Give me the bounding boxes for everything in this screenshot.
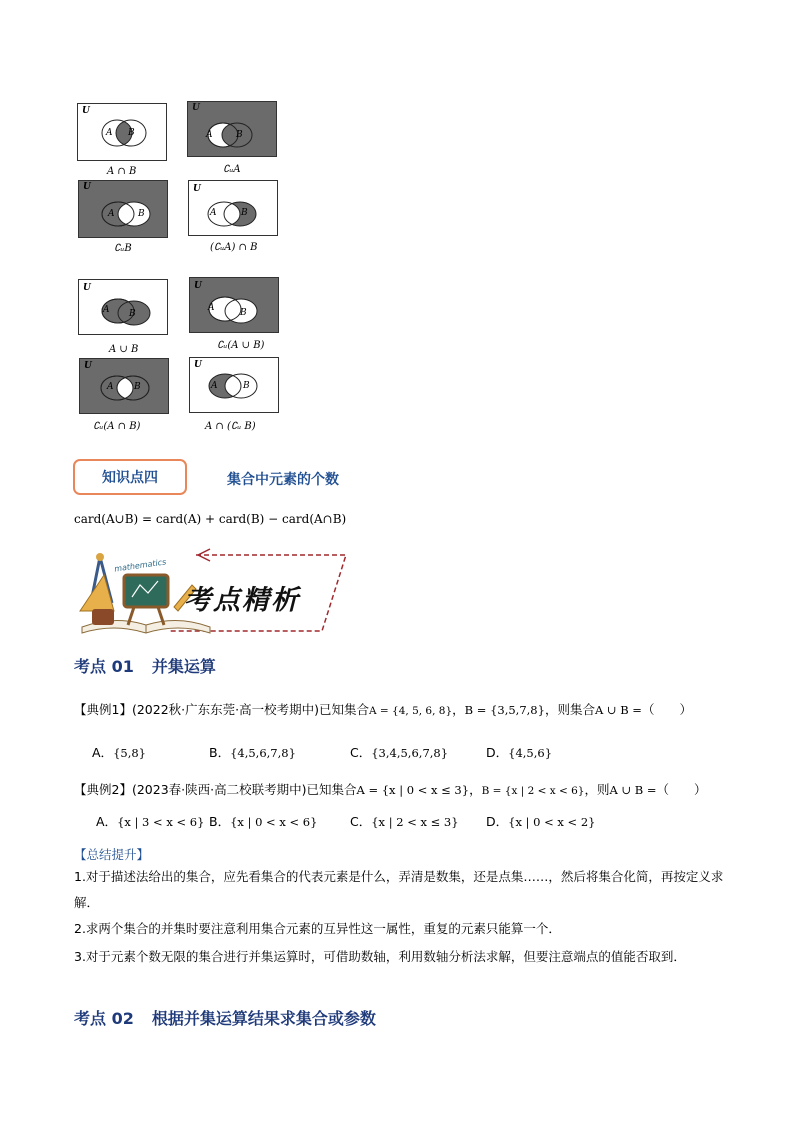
section-number: 考点 01 [74, 657, 134, 676]
set-a-expr: A = {4, 5, 6, 8} [368, 705, 453, 717]
option-a[interactable] [92, 743, 146, 761]
venn-u-label: U [82, 106, 90, 116]
stem-text: 已知集合 [306, 782, 357, 797]
venn-a-label: A [211, 381, 218, 391]
stem-separator: ， [452, 702, 465, 717]
venn-caption: ∁ᵤ(A ∪ B) [217, 340, 265, 351]
venn-b-label: B [240, 308, 247, 318]
venn-u-label: U [83, 283, 91, 293]
option-value: {x | 3 < x < 6} [117, 815, 205, 829]
venn-a-label: A [103, 305, 110, 315]
option-value: {3,4,5,6,7,8} [371, 746, 449, 760]
summary-item-1: 1.对于描述法给出的集合，应先看集合的代表元素是什么，弄清是数集，还是点集……，然后将集合化简，再按定义求解． [74, 869, 724, 910]
section-title: 根据并集运算结果求集合或参数 [151, 1009, 376, 1028]
venn-b-label: B [236, 130, 243, 140]
option-letter: C． [350, 814, 372, 829]
venn-caption: A ∩ (∁ᵤ B) [205, 421, 256, 432]
card-formula: card(A∪B) = card(A) + card(B) − card(A∩B) [74, 512, 347, 526]
venn-u-label: U [84, 361, 92, 371]
option-letter: B． [209, 745, 231, 760]
target-expr: A ∪ B = [609, 783, 657, 797]
option-letter: A． [92, 745, 114, 760]
venn-caption: A ∩ B [107, 166, 137, 177]
answer-paren: （ ） [641, 702, 692, 717]
venn-a-label: A [106, 128, 113, 138]
venn-caption: (∁ᵤA) ∩ B [210, 242, 258, 253]
option-value: {4,5,6} [508, 746, 553, 760]
example-source: (2023春·陕西·高二校联考期中) [131, 782, 307, 797]
example-tag: 【典例2】 [74, 782, 132, 797]
venn-caption: ∁ᵤ(A ∩ B) [93, 421, 141, 432]
option-value: {5,8} [113, 746, 146, 760]
option-a[interactable] [96, 812, 204, 830]
knowledge-point-label: 知识点四 [102, 470, 158, 486]
knowledge-point-title: 集合中元素的个数 [227, 472, 339, 488]
venn-a-label: A [108, 209, 115, 219]
option-value: {x | 0 < x < 6} [230, 815, 318, 829]
option-value: {x | 0 < x < 2} [508, 815, 596, 829]
venn-comp-a [187, 101, 277, 157]
venn-caption: ∁ᵤA [223, 164, 241, 175]
option-b[interactable] [209, 743, 296, 761]
stem-separator: ， [469, 782, 482, 797]
venn-comp-aub [189, 277, 279, 333]
venn-b-label: B [129, 309, 136, 319]
venn-a-cup-b [78, 279, 168, 335]
option-value: {x | 2 < x ≤ 3} [371, 815, 459, 829]
venn-u-label: U [192, 103, 200, 113]
banner [74, 545, 354, 637]
banner-title: 考点精析 [184, 585, 300, 616]
option-c[interactable] [350, 743, 448, 761]
venn-u-label: U [194, 281, 202, 291]
option-d[interactable] [486, 812, 595, 830]
set-b-expr: B = {3,5,7,8} [464, 703, 545, 717]
venn-u-label: U [193, 184, 201, 194]
answer-paren: （ ） [656, 782, 707, 797]
banner-badge-word: mathematics [113, 557, 167, 574]
venn-a-label: A [210, 208, 217, 218]
option-letter: A． [96, 814, 118, 829]
set-b-expr: B = {x | 2 < x < 6} [481, 785, 585, 797]
option-c[interactable] [350, 812, 459, 830]
option-letter: D． [486, 814, 509, 829]
venn-a-label: A [208, 303, 215, 313]
venn-a-label: A [206, 130, 213, 140]
venn-comp-b [78, 180, 168, 238]
target-expr: A ∪ B = [594, 703, 642, 717]
venn-b-label: B [128, 128, 135, 138]
venn-caption: A ∪ B [109, 344, 139, 355]
option-b[interactable] [209, 812, 317, 830]
venn-a-cap-b [77, 103, 167, 161]
example-1-stem [74, 700, 692, 718]
knowledge-point-box [73, 459, 187, 495]
example-2-stem [74, 780, 707, 798]
stem-text: ，则 [584, 782, 610, 797]
set-a-expr: A = {x | 0 < x ≤ 3} [356, 783, 470, 797]
option-d[interactable] [486, 743, 552, 761]
venn-comp-anb [79, 358, 169, 414]
venn-compa-cap-b [188, 180, 278, 236]
option-letter: B． [209, 814, 231, 829]
example-tag: 【典例1】 [74, 702, 132, 717]
summary-title: 【总结提升】 [74, 847, 150, 862]
stem-text: ，则集合 [544, 702, 595, 717]
venn-caption: ∁ᵤB [114, 243, 132, 254]
section-number: 考点 02 [74, 1009, 134, 1028]
venn-b-label: B [243, 381, 250, 391]
section-title: 并集运算 [151, 657, 216, 676]
example-source: (2022秋·广东东莞·高一校考期中) [131, 702, 319, 717]
summary-item-2: 2.求两个集合的并集时要注意利用集合元素的互异性这一属性，重复的元素只能算一个． [74, 921, 561, 936]
venn-u-label: U [83, 182, 91, 192]
option-value: {4,5,6,7,8} [230, 746, 296, 760]
summary-item-3: 3.对于元素个数无限的集合进行并集运算时，可借助数轴，利用数轴分析法求解，但要注意端点的值能否取到． [74, 949, 686, 964]
section-heading-02 [74, 1006, 376, 1029]
venn-b-label: B [138, 209, 145, 219]
venn-b-label: B [134, 382, 141, 392]
option-letter: D． [486, 745, 509, 760]
venn-a-label: A [107, 382, 114, 392]
venn-a-cap-compb [189, 357, 279, 413]
venn-b-label: B [241, 208, 248, 218]
venn-u-label: U [194, 360, 202, 370]
option-letter: C． [350, 745, 372, 760]
section-heading-01 [74, 654, 216, 677]
stem-text: 已知集合 [318, 702, 369, 717]
